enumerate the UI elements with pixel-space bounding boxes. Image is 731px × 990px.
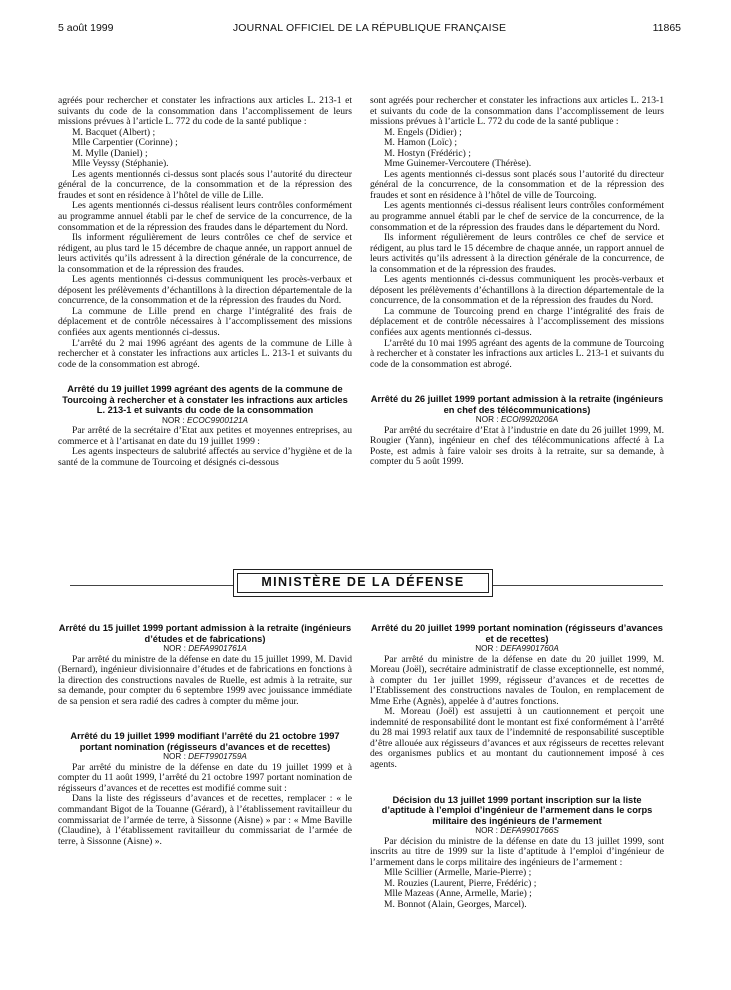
nor-code: DEFA9901760A [500, 644, 559, 653]
nor-code: DEFA9901761A [188, 644, 247, 653]
nor-code: ECOC9900121A [187, 415, 249, 425]
paragraph: Par arrêté du secrétaire d’Etat à l’industrie en date du 26 juillet 1999, M. Rougier (Yann), ingénieur en chef des télécommunications affecté à La Poste, est admis à faire valoir ses droits à la retraite, sur sa demande, à compter du 5 août 1999. [370, 424, 664, 468]
list-item: Mlle Carpentier (Corinne) ; [72, 137, 178, 149]
list-item: M. Rouzies (Laurent, Pierre, Frédéric) ; [384, 877, 537, 889]
decree-title: Arrêté du 26 juillet 1999 portant admission à la retraite (ingénieurs en chef des télécommunications) [370, 394, 664, 415]
nor-code: DEFA9901766S [500, 826, 559, 836]
nor-code: DEFT9901759A [188, 752, 247, 762]
list-item: Mlle Veyssy (Stéphanie). [72, 158, 169, 170]
top-right-column [370, 96, 664, 468]
paragraph: Dans la liste des régisseurs d’avances et de recettes, remplacer : « le commandant Bigot de la Touanne (Gérard), à l’établissement ravitailleur du commissariat de l’armée de terre, à Sissonne (Aisne) » par : « Mme Baville (Claudine), à l’établissement ravitailleur du commissariat de l’armée de terre, à Sissonne (Aisne) ». [58, 793, 352, 847]
paragraph: Par arrêté du ministre de la défense en date du 15 juillet 1999, M. David (Bernard), ingénieur divisionnaire d’études et de fabrications en fonctions à la direction des constructions navales de Ruelle, est admis à la retraite, sur sa demande, pour compter du 6 septembre 1999 avec jouissance immédiate de sa pension et sera radié des cadres à compter du même jour. [58, 653, 352, 707]
list-item: Mlle Scillier (Armelle, Marie-Pierre) ; [384, 867, 532, 879]
list-item: M. Hostyn (Frédéric) ; [384, 147, 471, 159]
page-header [58, 22, 681, 36]
paragraph: Les agents mentionnés ci-dessus réalisent leurs contrôles conformément au programme annuel établi par le chef de service de la concurrence, de la consommation et de la répression des fraudes dans le département du Nord. [58, 200, 352, 233]
bottom-right-column [370, 623, 664, 910]
paragraph: Par arrêté de la secrétaire d’Etat aux petites et moyennes entreprises, au commerce et à l’artisanat en date du 19 juillet 1999 : [58, 425, 352, 447]
list-item: M. Hamon (Loïc) ; [384, 137, 458, 149]
nor-reference [58, 644, 352, 655]
nor-code: ECOI9920206A [500, 415, 559, 425]
list-item: M. Bonnot (Alain, Georges, Marcel). [384, 898, 527, 910]
paragraph: agréés pour rechercher et constater les infractions aux articles L. 213-1 et suivants du code de la consommation dans l’accomplissement de leurs missions prévues à l’article L. 772 du code de la santé publique : [58, 95, 352, 128]
nor-label: NOR : [475, 826, 498, 836]
ministry-banner [233, 569, 493, 597]
list-item: M. Bacquet (Albert) ; [72, 126, 156, 138]
top-left-column [58, 96, 352, 468]
decree-title: Arrêté du 15 juillet 1999 portant admission à la retraite (ingénieurs d’études et de fabrications) [58, 623, 352, 644]
paragraph: Ils informent régulièrement de leurs contrôles ce chef de service et rédigent, au plus tard le 15 décembre de chaque année, un rapport annuel de leurs activités qu’ils adressent à la direction générale de la concurrence, de la consommation et de la répression des fraudes. [58, 232, 352, 275]
ministry-title: MINISTÈRE DE LA DÉFENSE [261, 575, 465, 589]
list-item: Mme Guinemer-Vercoutere (Thérèse). [384, 158, 532, 170]
header-date: 5 août 1999 [58, 22, 114, 34]
list-item: M. Mylle (Daniel) ; [72, 147, 148, 159]
paragraph: L’arrêté du 10 mai 1995 agréant des agents de la commune de Tourcoing à rechercher et à constater les infractions aux articles L. 213-1 et suivants du code de la consommation est abrogé. [370, 337, 664, 370]
paragraph: Par décision du ministre de la défense en date du 13 juillet 1999, sont inscrits au titre de 1999 sur la liste d’aptitude à l’emploi d’ingénieur de l’armement dans le corps militaire des ingénieurs de l’armement : [370, 835, 664, 868]
header-journal-title: JOURNAL OFFICIEL DE LA RÉPUBLIQUE FRANÇAISE [232, 22, 507, 34]
paragraph: La commune de Lille prend en charge l’intégralité des frais de déplacement et de contrôle nécessaires à l’accomplissement des missions confiées aux agents mentionnés ci-dessus. [58, 305, 352, 339]
paragraph: Les agents inspecteurs de salubrité affectés au service d’hygiène et de la santé de la commune de Tourcoing et désignés ci-dessous [58, 446, 352, 468]
paragraph: Par arrêté du ministre de la défense en date du 20 juillet 1999, M. Moreau (Joël), secrétaire administratif de classe exceptionnelle, est nommé, à compter du 1er juillet 1999, régisseur d’avances et de recettes de l’Etablissement des constructions navales de Toulon, en remplacement de Mme Erhe (Agnès), appelée à d’autres fonctions. [370, 653, 664, 707]
nor-reference [370, 644, 664, 655]
paragraph: Les agents mentionnés ci-dessus communiquent les procès-verbaux et déposent les prélèvements d’échantillons à la direction départementale de la concurrence, de la consommation et de la répression des fraudes du Nord. [370, 274, 664, 307]
nor-label: NOR : [475, 415, 499, 425]
decree-title: Décision du 13 juillet 1999 portant inscription sur la liste d’aptitude à l’emploi d’ingénieur de l’armement dans le corps militaire des ingénieurs de l’armement [381, 794, 653, 826]
header-page-number: 11865 [652, 22, 681, 34]
paragraph: sont agréés pour rechercher et constater les infractions aux articles L. 213-1 et suivants du code de la consommation dans l’accomplissement de leurs missions prévues à l’article L. 772 du code de la santé publique : [370, 95, 664, 128]
paragraph: Les agents mentionnés ci-dessus réalisent leurs contrôles conformément au programme annuel établi par le chef de service de la concurrence, de la consommation et de la répression des fraudes dans le département du Nord. [370, 200, 664, 233]
list-item: M. Engels (Didier) ; [384, 126, 462, 138]
paragraph: Les agents mentionnés ci-dessus communiquent les procès-verbaux et déposent les prélèvements d’échantillons à la direction départementale de la concurrence, de la consommation et de la répression des fraudes du Nord. [58, 274, 352, 307]
list-item: Mlle Mazeas (Anne, Armelle, Marie) ; [384, 888, 532, 900]
paragraph: Ils informent régulièrement de leurs contrôles ce chef de service et rédigent, au plus tard le 15 décembre de chaque année, un rapport annuel de leurs activités qu’ils adressent à la direction générale de la concurrence, de la consommation et de la répression des fraudes. [370, 232, 664, 275]
nor-label: NOR : [475, 644, 498, 653]
nor-label: NOR : [161, 415, 185, 425]
paragraph: M. Moreau (Joël) est assujetti à un cautionnement et perçoit une indemnité de responsabilité dont le montant est fixé conformément à l’arrêté du 28 mai 1993 relatif aux taux de l’indemnité de responsabilité susceptible d’être allouée aux régisseurs d’avances et aux régisseurs de recettes relevant des organismes publics et au montant du cautionnement imposé à ces agents. [370, 706, 664, 771]
paragraph: La commune de Tourcoing prend en charge l’intégralité des frais de déplacement et de contrôle nécessaires à l’accomplissement des missions confiées aux agents mentionnés ci-dessus. [370, 305, 664, 339]
nor-label: NOR : [163, 752, 186, 762]
nor-label: NOR : [163, 644, 186, 653]
paragraph: Les agents mentionnés ci-dessus sont placés sous l’autorité du directeur général de la concurrence, de la consommation et de la répression des fraudes et sont en résidence à l’hôtel de ville de Lille. [58, 168, 352, 201]
paragraph: L’arrêté du 2 mai 1996 agréant des agents de la commune de Lille à rechercher et à constater les infractions aux articles L. 213-1 et suivants du code de la consommation est abrogé. [58, 337, 352, 370]
bottom-left-column [58, 623, 352, 847]
decree-title: Arrêté du 19 juillet 1999 agréant des agents de la commune de Tourcoing à rechercher et à constater les infractions aux articles L. 213-1 et suivants du code de la consommation [62, 384, 348, 416]
paragraph: Les agents mentionnés ci-dessus sont placés sous l’autorité du directeur général de la concurrence, de la consommation et de la répression des fraudes et sont en résidence à l’hôtel de ville de Tourcoing. [370, 168, 664, 201]
decree-title: Arrêté du 19 juillet 1999 modifiant l’arrêté du 21 octobre 1997 portant nomination (régisseurs d’avances et de recettes) [70, 731, 340, 752]
decree-title: Arrêté du 20 juillet 1999 portant nomination (régisseurs d’avances et de recettes) [371, 623, 663, 644]
paragraph: Par arrêté du ministre de la défense en date du 19 juillet 1999 et à compter du 11 août 1999, l’arrêté du 21 octobre 1997 portant nomination de régisseurs d’avances et de recettes est modifié comme suit : [58, 761, 352, 794]
